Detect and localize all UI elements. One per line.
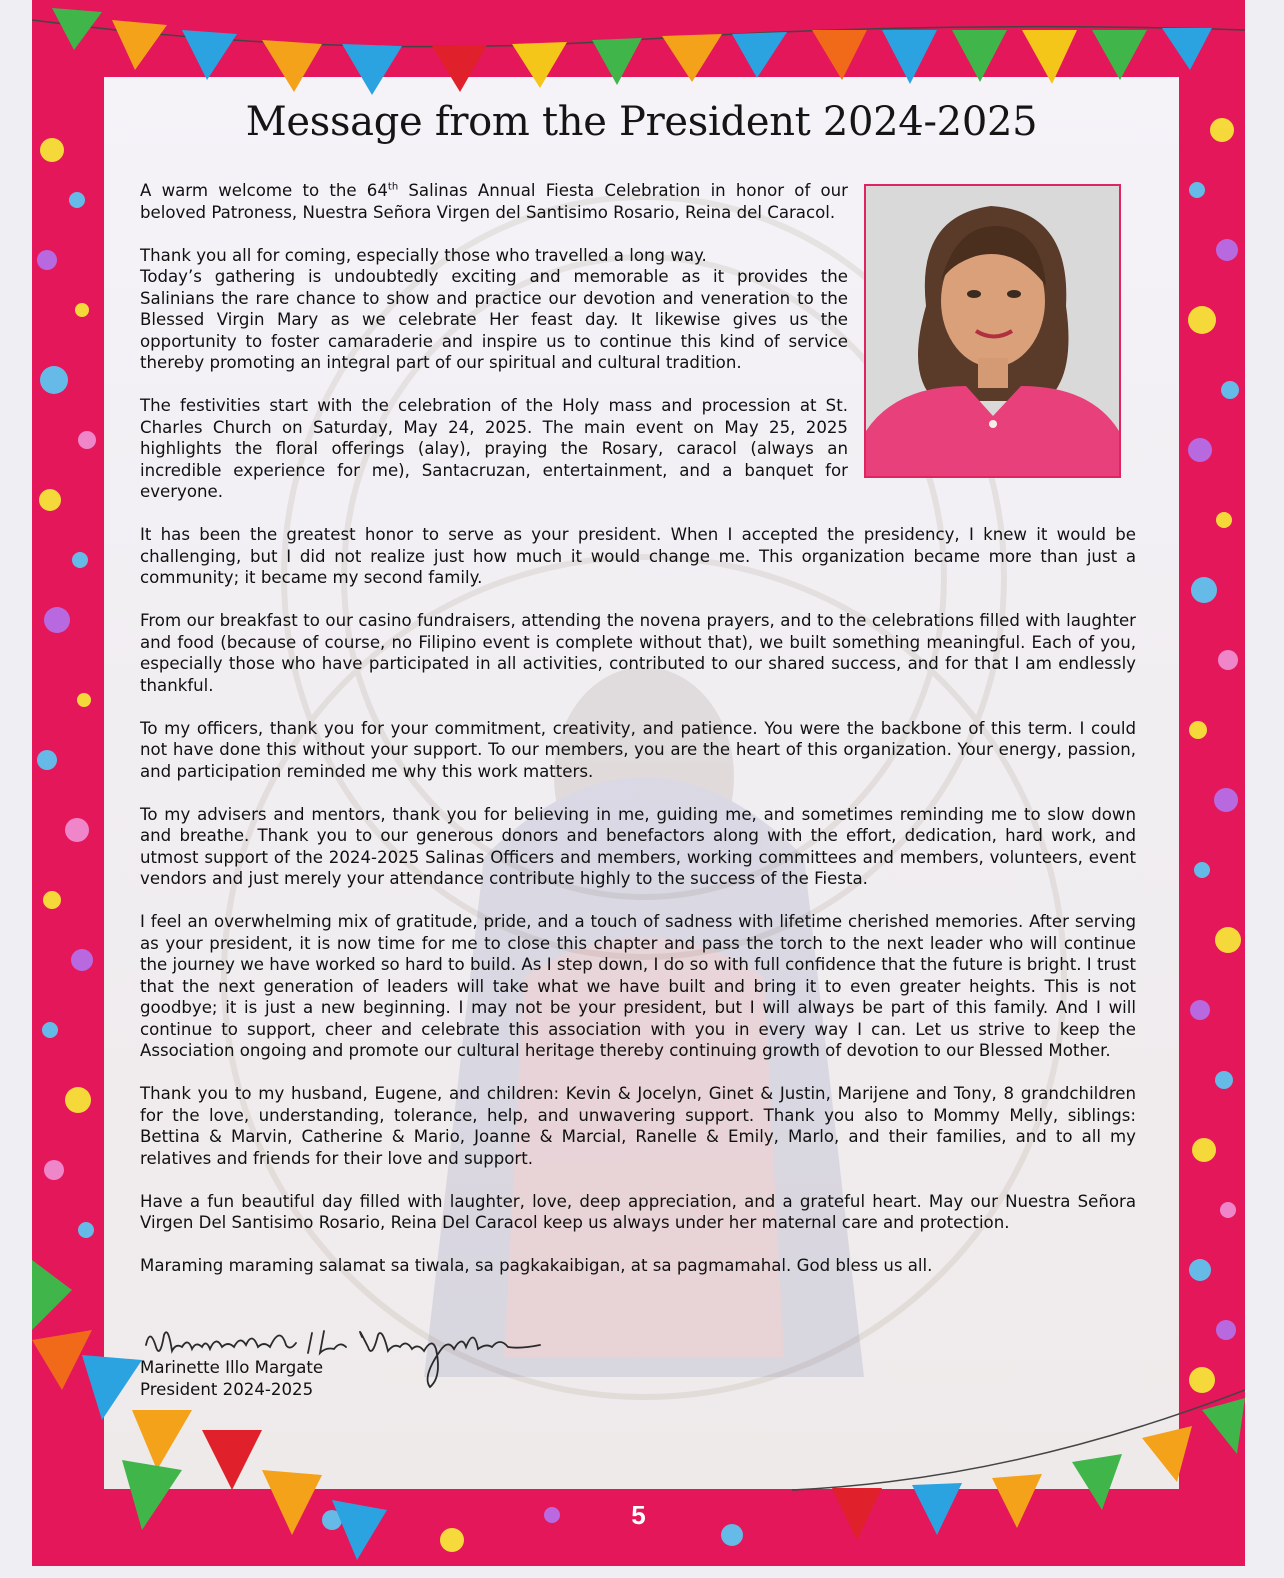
page-number: 5 (631, 1500, 646, 1530)
intro-column (140, 180, 848, 503)
fiesta-program-page (32, 0, 1245, 1566)
paragraph-advisers: To my advisers and mentors, thank you for believing in me, guiding me, and sometimes reminding me to slow down and breathe. Thank you to our generous donors and benefactors along with the effort, dedication, hard work, and utmost support of the 2024-2025 Salinas Officers and members, working committees and members, volunteers, event vendors and just merely your attendance contribute highly to the success of the Fiesta. (140, 804, 1136, 888)
paragraph-fundraisers: From our breakfast to our casino fundraisers, attending the novena prayers, and to the celebrations filled with laughter and food (because of course, no Filipino event is complete without that), we built something meaningful. Each of you, especially those who have participated in all activities, contributed to our shared success, and for that I am endlessly thankful. (140, 611, 1136, 695)
signer-title: President 2024-2025 (140, 1379, 314, 1399)
paragraph-thanks: Thank you all for coming, especially those who travelled a long way. Today’s gathering is undoubtedly exciting and memorable as it provides the Salinians the rare chance to show and practice our devotion and veneration to the Blessed Virgin Mary as we celebrate Her feast day. It likewise gives us the opportunity to foster camaraderie and inspire us to continue this kind of service thereby promoting an integral part of our spiritual and cultural tradition. (140, 245, 848, 372)
paragraph-welcome: A warm welcome to the 64th Salinas Annual Fiesta Celebration in honor of our beloved Patroness, Nuestra Señora Virgen del Santisimo Rosario, Reina del Caracol. (140, 181, 848, 222)
paragraph-wishes: Have a fun beautiful day filled with laughter, love, deep appreciation, and a grateful heart. May our Nuestra Señora Virgen Del Santisimo Rosario, Reina Del Caracol keep us always under her maternal care and protection. (140, 1191, 1136, 1232)
paragraph-closing: Maraming maraming salamat sa tiwala, sa pagkakaibigan, at sa pagmamahal. God bless us all. (140, 1256, 933, 1275)
message-body (140, 180, 1136, 1298)
paragraph-gratitude: I feel an overwhelming mix of gratitude, pride, and a touch of sadness with lifetime cherished memories. After serving as your president, it is now time for me to close this chapter and pass the torch to the next leader who will continue the journey we have worked so hard to build. As I step down, I do so with full confidence that the future is bright. I trust that the next generation of leaders will take what we have built and bring it to even greater heights. This is not goodbye; it is just a new beginning. I may not be your president, but I will always be part of this family. And I will continue to support, cheer and celebrate this association with you in every way I can. Let us strive to keep the Association ongoing and promote our cultural heritage thereby continuing growth of devotion to our Blessed Mother. (140, 912, 1136, 1060)
paragraph-officers: To my officers, thank you for your commitment, creativity, and patience. You were the backbone of this term. I could not have done this without your support. To our members, you are the heart of this organization. Your energy, passion, and participation reminded me why this work matters. (140, 718, 1136, 781)
page-title: Message from the President 2024-2025 (245, 99, 1038, 145)
paragraph-family: Thank you to my husband, Eugene, and children: Kevin & Jocelyn, Ginet & Justin, Marijene and Tony, 8 grandchildren for the love, understanding, tolerance, help, and unwavering support. Thank you also to Mommy Melly, siblings: Bettina & Marvin, Catherine & Mario, Joanne & Marcial, Ranelle & Emily, Marlo, and their families, and to all my relatives and friends for their love and support. (140, 1084, 1136, 1168)
signer-name: Marinette Illo Margate (140, 1358, 324, 1377)
top-bunting-icon (32, 0, 1245, 110)
paragraph-festivities: The festivities start with the celebration of the Holy mass and procession at St. Charles Church on Saturday, May 24, 2025. The main event on May 25, 2025 highlights the floral offerings (alay), praying the Rosary, caracol (always an incredible experience for me), Santacruzan, entertainment, and a banquet for everyone. (140, 396, 848, 501)
paragraph-honor: It has been the greatest honor to serve as your president. When I accepted the presidency, I knew it would be challenging, but I did not realize just how much it would change me. This organization became more than just a community; it became my second family. (140, 525, 1136, 587)
bottom-right-bunting-icon (792, 1370, 1245, 1566)
